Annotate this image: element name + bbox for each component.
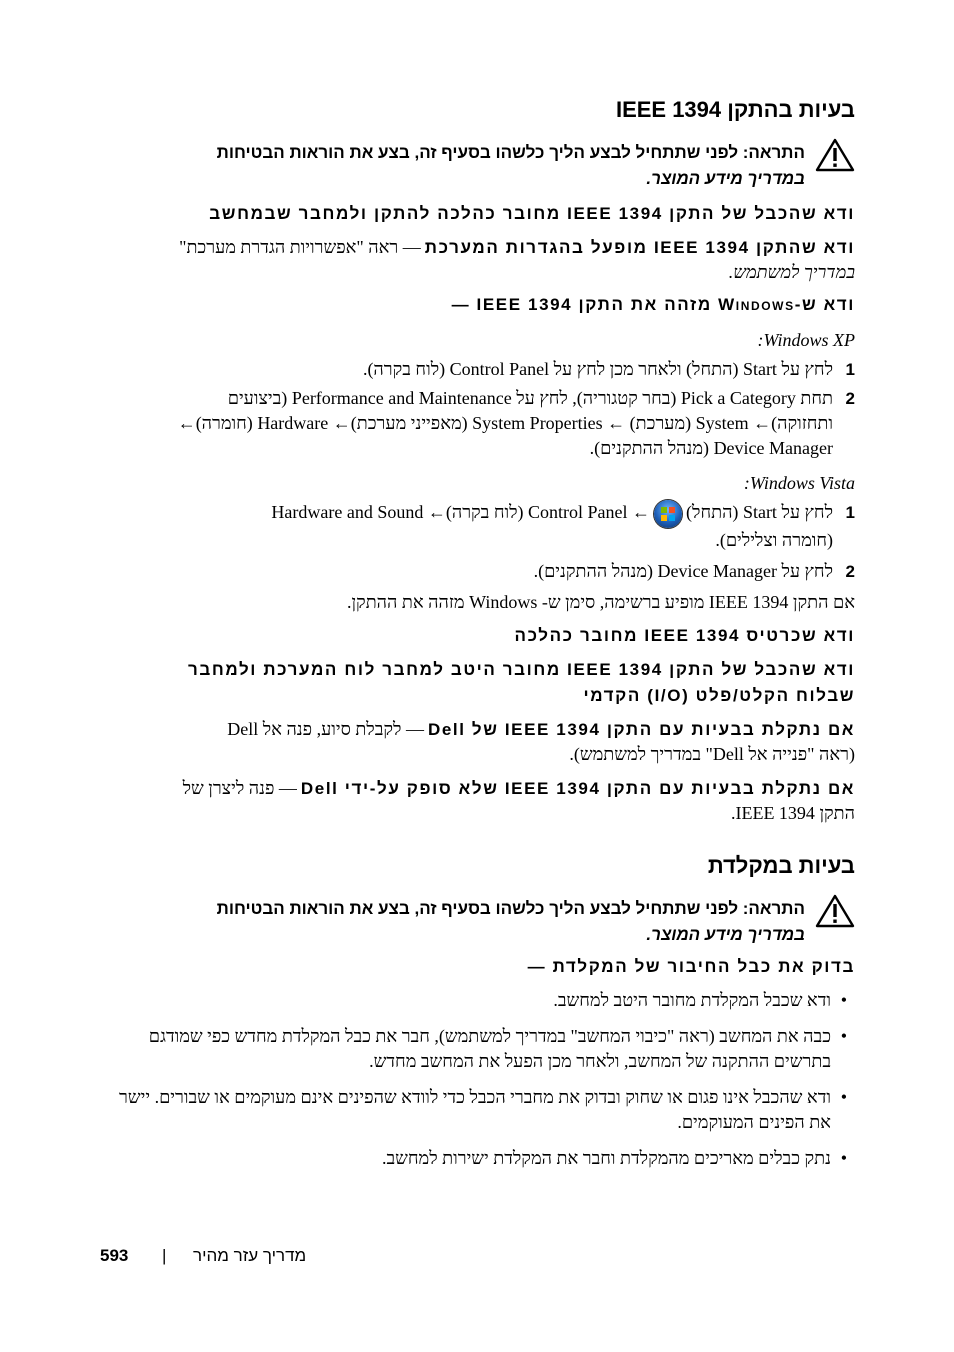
- list-item: • כבה את המחשב (ראה "כיבוי המחשב" במדריך למשתמש), חבר את כבל המקלדת מחדש כפי שמודגם בתרשים ההתקנה של המחשב, ולאחר מכן הפעל את המחשב מחדש.: [148, 1026, 847, 1071]
- caution-text: התראה: לפני שתתחיל לבצע הליך כלשהו בסעיף זה, בצע את הוראות הבטיחות במדריך מידע המוצר.: [216, 899, 805, 944]
- list-item: • ודא שהכבל אינו פגום או שחוק ובדוק את מחברי הכבל כדי לוודא שהפינים אינם מעוקמים או שבורים. יישר את הפינים המעוקמים.: [119, 1087, 847, 1132]
- caution-tail: במדריך מידע המוצר.: [646, 169, 805, 188]
- xp-steps: [100, 357, 855, 461]
- page-number: 593: [100, 1246, 129, 1265]
- caution-text: [100, 140, 805, 192]
- warning-triangle-icon: [815, 138, 855, 172]
- check-dell-device: אם נתקלת בבעיות עם התקן IEEE 1394 של Dell — לקבלת סיוע, פנה אל Dell (ראה "פנייה אל Dell" במדריך למשתמש).: [227, 719, 855, 764]
- section-title-keyboard: בעיות במקלדת: [707, 853, 855, 878]
- check-cable-board: ודא שהכבל של התקן IEEE 1394 מחובר היטב למחבר לוח המערכת ולמחבר שבלוח הקלט/פלט (I/O) הקדמי: [187, 660, 855, 705]
- check-cable-connected: ודא שהכבל של התקן IEEE 1394 מחובר כהלכה להתקן ולמחבר שבמחשב: [209, 204, 855, 223]
- check-non-dell-device: אם נתקלת בבעיות עם התקן IEEE 1394 שלא סופק על-ידי Dell — פנה ליצרן של התקן IEEE 1394.: [182, 778, 855, 823]
- caution-box: [100, 140, 855, 192]
- caution-lead: התראה: לפני שתתחיל לבצע הליך כלשהו בסעיף זה, בצע את הוראות הבטיחות: [216, 143, 805, 162]
- windows-xp-label: Windows XP:: [757, 330, 855, 350]
- xp-step-2: 2 תחת Pick a Category (בחר קטגוריה), לחץ על Performance and Maintenance (ביצועים ותחזוקה)← System (מערכת) ← System Properties (מאפייני מערכת)← Hardware (חומרה)← Device Manager (מנהל ההתקנים).: [177, 388, 855, 458]
- vista-steps: [100, 500, 855, 584]
- check3-part-c: מזהה את התקן IEEE 1394 —: [451, 295, 712, 314]
- check-enabled-ref-tail: במדריך למשתמש.: [728, 262, 855, 282]
- warning-triangle-icon: [815, 894, 855, 928]
- check3-part-a: ודא ש-: [794, 295, 855, 314]
- caution-box-keyboard: [100, 896, 855, 948]
- check-enabled-heading: ודא שהתקן IEEE 1394 מופעל בהגדרות המערכת: [424, 238, 855, 257]
- device-listed-note: אם התקן IEEE 1394 מופיע ברשימה, סימן ש- Windows מזהה את ההתקן.: [346, 592, 855, 612]
- check-card-seated: ודא שכרטיס IEEE 1394 מחובר כהלכה: [514, 626, 855, 645]
- windows-start-orb-icon: [654, 500, 682, 528]
- list-item: • ודא שכבל המקלדת מחובר היטב למחשב.: [553, 990, 847, 1010]
- keyboard-bullets: [100, 988, 855, 1171]
- check-enabled-ref: — ראה "אפשרויות הגדרת מערכת": [179, 237, 421, 257]
- check3-windows: Windows: [718, 295, 795, 314]
- footer-separator: |: [162, 1246, 167, 1265]
- windows-vista-label: Windows Vista:: [743, 473, 855, 493]
- vista-step-1: 1 לחץ על Start (התחל) ← Control Panel (לוח בקרה)← Hardware and Sound (חומרה וצלילים).: [100, 500, 855, 553]
- vista-step-2: 2 לחץ על Device Manager (מנהל ההתקנים).: [533, 561, 855, 581]
- check-keyboard-cable: בדוק את כבל החיבור של המקלדת —: [527, 957, 855, 976]
- section-title-ieee1394: בעיות בהתקן IEEE 1394: [615, 97, 855, 122]
- check-enabled-in-setup: [100, 235, 855, 285]
- list-item: • נתק כבלים מאריכים מהמקלדת וחבר את המקלדת ישירות למחשב.: [381, 1148, 847, 1168]
- check-windows-recognizes: [100, 293, 855, 317]
- xp-step-1: 1 לחץ על Start (התחל) ולאחר מכן לחץ על Control Panel (לוח בקרה).: [362, 359, 855, 379]
- footer-guide-title: מדריך עזר מהיר: [193, 1246, 307, 1265]
